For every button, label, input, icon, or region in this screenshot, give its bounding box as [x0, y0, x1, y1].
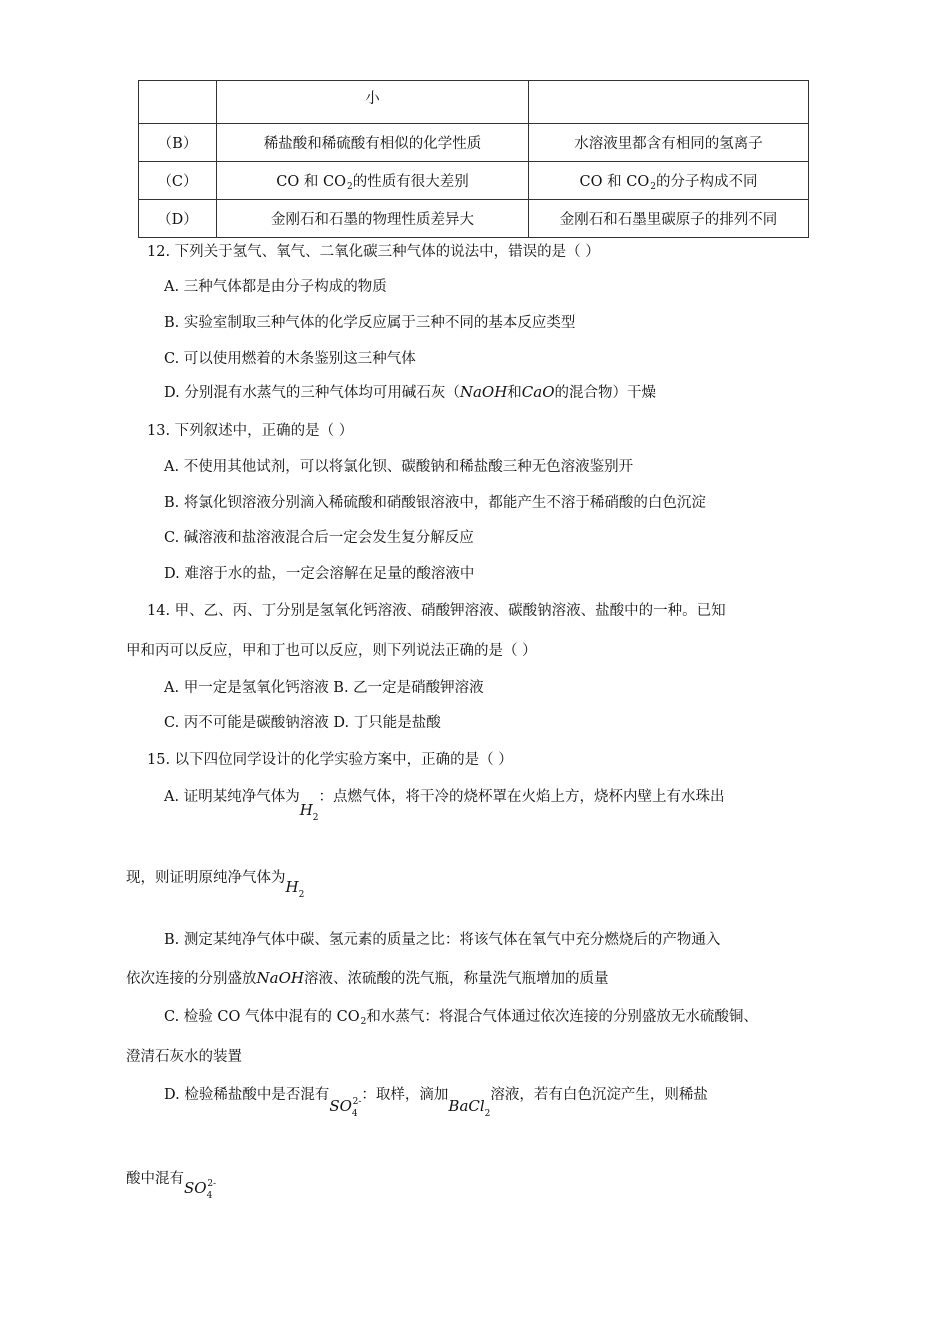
table-cell-label: （D） [139, 200, 217, 238]
text: CO 和 CO [276, 174, 346, 190]
subscript: 2 [650, 182, 656, 192]
q12-option-d [164, 381, 656, 402]
subscript: 2 [346, 182, 353, 192]
text: D. 检验稀盐酸中是否混有 [164, 1087, 330, 1103]
table-row [139, 124, 809, 162]
text: ：点燃气体，将干冷的烧杯罩在火焰上方，烧杯内壁上有水珠出 [318, 789, 725, 805]
text: 的混合物）干燥 [554, 385, 656, 401]
q12-option-b: B. 实验室制取三种气体的化学反应属于三种不同的基本反应类型 [164, 315, 576, 331]
question-14-stem: 14. 甲、乙、丙、丁分别是氢氧化钙溶液、硝酸钾溶液、碳酸钠溶液、盐酸中的一种。已知 [147, 603, 726, 619]
text: 的分子构成不同 [655, 174, 758, 190]
superscript: 2- [207, 1179, 217, 1189]
table-cell-reason [529, 162, 809, 200]
subscript: 4 [351, 1109, 358, 1119]
q13-option-d: D. 难溶于水的盐，一定会溶解在足量的酸溶液中 [164, 566, 475, 582]
table-cell-label [139, 81, 217, 124]
table-row [139, 200, 809, 238]
comparison-table [138, 80, 809, 238]
table-row [139, 81, 809, 124]
table-cell-fact: 金刚石和石墨的物理性质差异大 [217, 200, 529, 238]
table-row [139, 162, 809, 200]
text: 现，则证明原纯净气体为 [126, 870, 286, 886]
q13-option-a: A. 不使用其他试剂，可以将氯化钡、碳酸钠和稀盐酸三种无色溶液鉴别开 [164, 459, 634, 475]
q15-option-d [164, 1083, 708, 1119]
formula-h2 [300, 801, 319, 823]
q14-options-cd: C. 丙不可能是碳酸钠溶液 D. 丁只能是盐酸 [164, 715, 441, 731]
table-cell-reason: 水溶液里都含有相同的氢离子 [529, 124, 809, 162]
subscript: 2 [298, 890, 305, 900]
formula-h2 [286, 878, 305, 900]
text: 酸中混有 [126, 1171, 184, 1187]
formula: NaOH [459, 383, 508, 401]
formula-sulfate [184, 1179, 216, 1201]
formula-symbol: SO [329, 1097, 352, 1115]
q13-option-b: B. 将氯化钡溶液分别滴入稀硫酸和硝酸银溶液中，都能产生不溶于稀硝酸的白色沉淀 [164, 495, 706, 511]
question-15-stem: 15. 以下四位同学设计的化学实验方案中，正确的是（ ） [147, 752, 513, 768]
text: A. 证明某纯净气体为 [164, 789, 300, 805]
table-cell-label: （C） [139, 162, 217, 200]
q15-option-d-cont [126, 1167, 217, 1201]
q12-option-a: A. 三种气体都是由分子构成的物质 [164, 279, 387, 295]
table-cell-fact: 稀盐酸和稀硫酸有相似的化学性质 [217, 124, 529, 162]
q15-option-a-cont [126, 866, 305, 900]
text: 依次连接的分别盛放 [126, 971, 257, 987]
formula: CaO [521, 383, 555, 401]
text: C. 检验 CO 气体中混有的 CO [164, 1009, 360, 1025]
formula: NaOH [256, 969, 304, 987]
q15-option-a [164, 785, 725, 823]
text: ：取样，滴加 [361, 1087, 449, 1103]
subscript: 4 [206, 1191, 213, 1201]
q12-option-c: C. 可以使用燃着的木条鉴别这三种气体 [164, 351, 416, 367]
formula-symbol: SO [184, 1179, 207, 1197]
text: D. 分别混有水蒸气的三种气体均可用碱石灰（ [164, 385, 460, 401]
formula-symbol: H [299, 801, 313, 819]
text: 的性质有很大差别 [352, 174, 469, 190]
q14-options-ab: A. 甲一定是氢氧化钙溶液 B. 乙一定是硝酸钾溶液 [164, 680, 484, 696]
table-cell-reason [529, 81, 809, 124]
text: CO 和 CO [579, 174, 650, 190]
q13-option-c: C. 碱溶液和盐溶液混合后一定会发生复分解反应 [164, 530, 474, 546]
subscript: 2 [360, 1017, 367, 1027]
q15-option-c [164, 1005, 758, 1026]
table-cell-fact: 小 [217, 81, 529, 124]
formula-symbol: H [285, 878, 299, 896]
table-cell-fact [217, 162, 529, 200]
q15-option-c-cont: 澄清石灰水的装置 [126, 1049, 242, 1065]
question-14-stem-cont: 甲和丙可以反应，甲和丁也可以反应，则下列说法正确的是（ ） [126, 643, 537, 659]
table-cell-label: （B） [139, 124, 217, 162]
table-cell-reason: 金刚石和石墨里碳原子的排列不同 [529, 200, 809, 238]
q15-option-b-cont [126, 967, 608, 988]
text: 和 [507, 385, 522, 401]
formula-bacl2 [448, 1097, 490, 1119]
formula-sulfate [329, 1097, 361, 1119]
question-12-stem: 12. 下列关于氢气、氧气、二氧化碳三种气体的说法中，错误的是（ ） [147, 244, 600, 260]
subscript: 2 [312, 813, 319, 823]
q15-option-b: B. 测定某纯净气体中碳、氢元素的质量之比：将该气体在氧气中充分燃烧后的产物通入 [164, 932, 721, 948]
text: 溶液、浓硫酸的洗气瓶，称量洗气瓶增加的质量 [303, 971, 609, 987]
formula-symbol: BaCl [448, 1097, 485, 1115]
text: 和水蒸气：将混合气体通过依次连接的分别盛放无水硫酸铜、 [366, 1009, 758, 1025]
text: 溶液，若有白色沉淀产生，则稀盐 [490, 1087, 708, 1103]
superscript: 2- [352, 1097, 362, 1107]
question-13-stem: 13. 下列叙述中，正确的是（ ） [147, 423, 354, 439]
subscript: 2 [484, 1109, 491, 1119]
